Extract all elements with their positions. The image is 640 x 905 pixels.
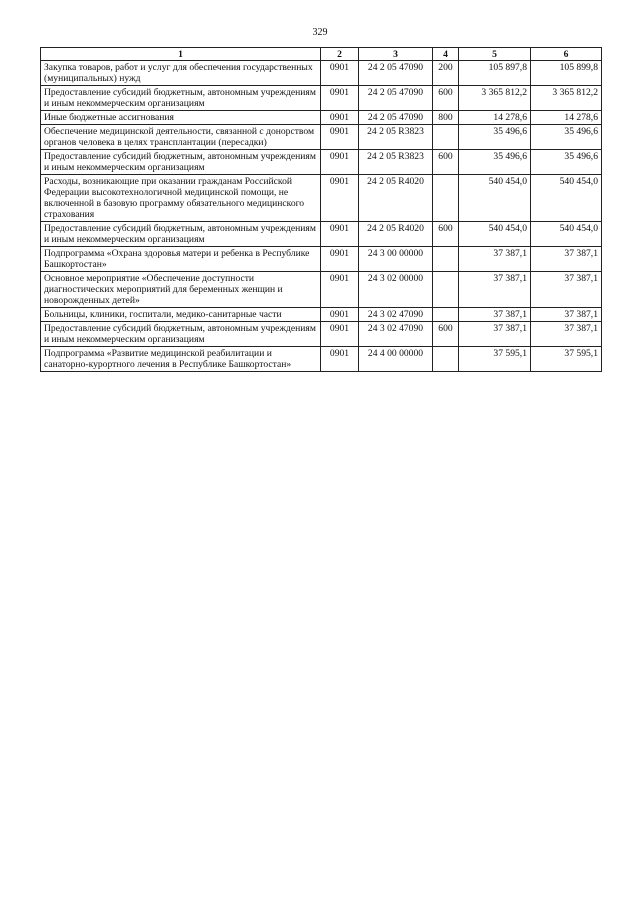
row-target-article: 24 2 05 47090 [359,61,433,86]
row-name: Обеспечение медицинской деятельности, связанной с донорством органов человека в целях трансплантации (пересадки) [41,125,321,150]
row-target-article: 24 3 00 00000 [359,247,433,272]
row-name: Предоставление субсидий бюджетным, автономным учреждениям и иным некоммерческим организациям [41,86,321,111]
row-section-code: 0901 [321,175,359,222]
row-sum-year-1: 35 496,6 [459,150,531,175]
row-target-article: 24 2 05 R4020 [359,175,433,222]
row-expense-type [433,308,459,322]
row-expense-type [433,247,459,272]
row-name: Предоставление субсидий бюджетным, автономным учреждениям и иным некоммерческим организациям [41,222,321,247]
row-expense-type [433,125,459,150]
row-target-article: 24 3 02 47090 [359,308,433,322]
row-sum-year-1: 540 454,0 [459,222,531,247]
table-row [41,322,602,347]
row-name: Подпрограмма «Охрана здоровья матери и ребенка в Республике Башкортостан» [41,247,321,272]
row-sum-year-1: 540 454,0 [459,175,531,222]
page-number: 329 [312,27,328,38]
row-sum-year-2: 37 387,1 [531,308,602,322]
budget-table [40,47,602,372]
row-sum-year-2: 37 387,1 [531,247,602,272]
row-name: Предоставление субсидий бюджетным, автономным учреждениям и иным некоммерческим организациям [41,322,321,347]
table-row [41,150,602,175]
column-header-6: 6 [531,48,602,61]
table-row [41,308,602,322]
row-section-code: 0901 [321,86,359,111]
row-expense-type [433,347,459,372]
row-name: Больницы, клиники, госпитали, медико-санитарные части [41,308,321,322]
row-target-article: 24 2 05 47090 [359,111,433,125]
table-body [41,61,602,372]
row-name: Иные бюджетные ассигнования [41,111,321,125]
row-sum-year-2: 37 387,1 [531,322,602,347]
table-row [41,222,602,247]
column-header-3: 3 [359,48,433,61]
table-row [41,347,602,372]
row-section-code: 0901 [321,272,359,308]
row-sum-year-1: 37 387,1 [459,272,531,308]
row-sum-year-1: 37 595,1 [459,347,531,372]
row-sum-year-1: 35 496,6 [459,125,531,150]
row-sum-year-2: 37 595,1 [531,347,602,372]
row-name: Основное мероприятие «Обеспечение доступности диагностических мероприятий для беременных женщин и новорожденных детей» [41,272,321,308]
row-target-article: 24 2 05 47090 [359,86,433,111]
column-header-2: 2 [321,48,359,61]
row-section-code: 0901 [321,308,359,322]
row-sum-year-2: 37 387,1 [531,272,602,308]
row-sum-year-2: 540 454,0 [531,222,602,247]
row-expense-type: 600 [433,222,459,247]
row-section-code: 0901 [321,150,359,175]
row-expense-type: 800 [433,111,459,125]
table-row [41,247,602,272]
row-name: Предоставление субсидий бюджетным, автономным учреждениям и иным некоммерческим организациям [41,150,321,175]
row-sum-year-2: 105 899,8 [531,61,602,86]
row-target-article: 24 3 02 00000 [359,272,433,308]
row-sum-year-2: 14 278,6 [531,111,602,125]
row-sum-year-1: 37 387,1 [459,247,531,272]
row-target-article: 24 4 00 00000 [359,347,433,372]
row-sum-year-2: 540 454,0 [531,175,602,222]
row-sum-year-1: 37 387,1 [459,308,531,322]
table-row [41,272,602,308]
row-name: Закупка товаров, работ и услуг для обеспечения государственных (муниципальных) нужд [41,61,321,86]
row-section-code: 0901 [321,247,359,272]
row-expense-type: 600 [433,150,459,175]
row-expense-type: 600 [433,322,459,347]
row-sum-year-1: 3 365 812,2 [459,86,531,111]
table-row [41,125,602,150]
row-target-article: 24 3 02 47090 [359,322,433,347]
row-section-code: 0901 [321,322,359,347]
row-section-code: 0901 [321,61,359,86]
row-section-code: 0901 [321,222,359,247]
table-row [41,175,602,222]
row-sum-year-2: 3 365 812,2 [531,86,602,111]
row-section-code: 0901 [321,347,359,372]
row-section-code: 0901 [321,111,359,125]
column-header-4: 4 [433,48,459,61]
table-row [41,111,602,125]
row-expense-type: 600 [433,86,459,111]
column-header-1: 1 [41,48,321,61]
row-expense-type: 200 [433,61,459,86]
table-row [41,61,602,86]
row-sum-year-2: 35 496,6 [531,150,602,175]
row-name: Подпрограмма «Развитие медицинской реабилитации и санаторно-курортного лечения в Республике Башкортостан» [41,347,321,372]
row-target-article: 24 2 05 R4020 [359,222,433,247]
row-sum-year-1: 37 387,1 [459,322,531,347]
row-target-article: 24 2 05 R3823 [359,150,433,175]
row-name: Расходы, возникающие при оказании гражданам Российской Федерации высокотехнологичной медицинской помощи, не включенной в базовую программу обязательного медицинского страхования [41,175,321,222]
row-expense-type [433,272,459,308]
column-header-5: 5 [459,48,531,61]
table-row [41,86,602,111]
row-target-article: 24 2 05 R3823 [359,125,433,150]
row-sum-year-1: 14 278,6 [459,111,531,125]
row-expense-type [433,175,459,222]
table-header-row [41,48,602,61]
row-sum-year-1: 105 897,8 [459,61,531,86]
row-sum-year-2: 35 496,6 [531,125,602,150]
row-section-code: 0901 [321,125,359,150]
